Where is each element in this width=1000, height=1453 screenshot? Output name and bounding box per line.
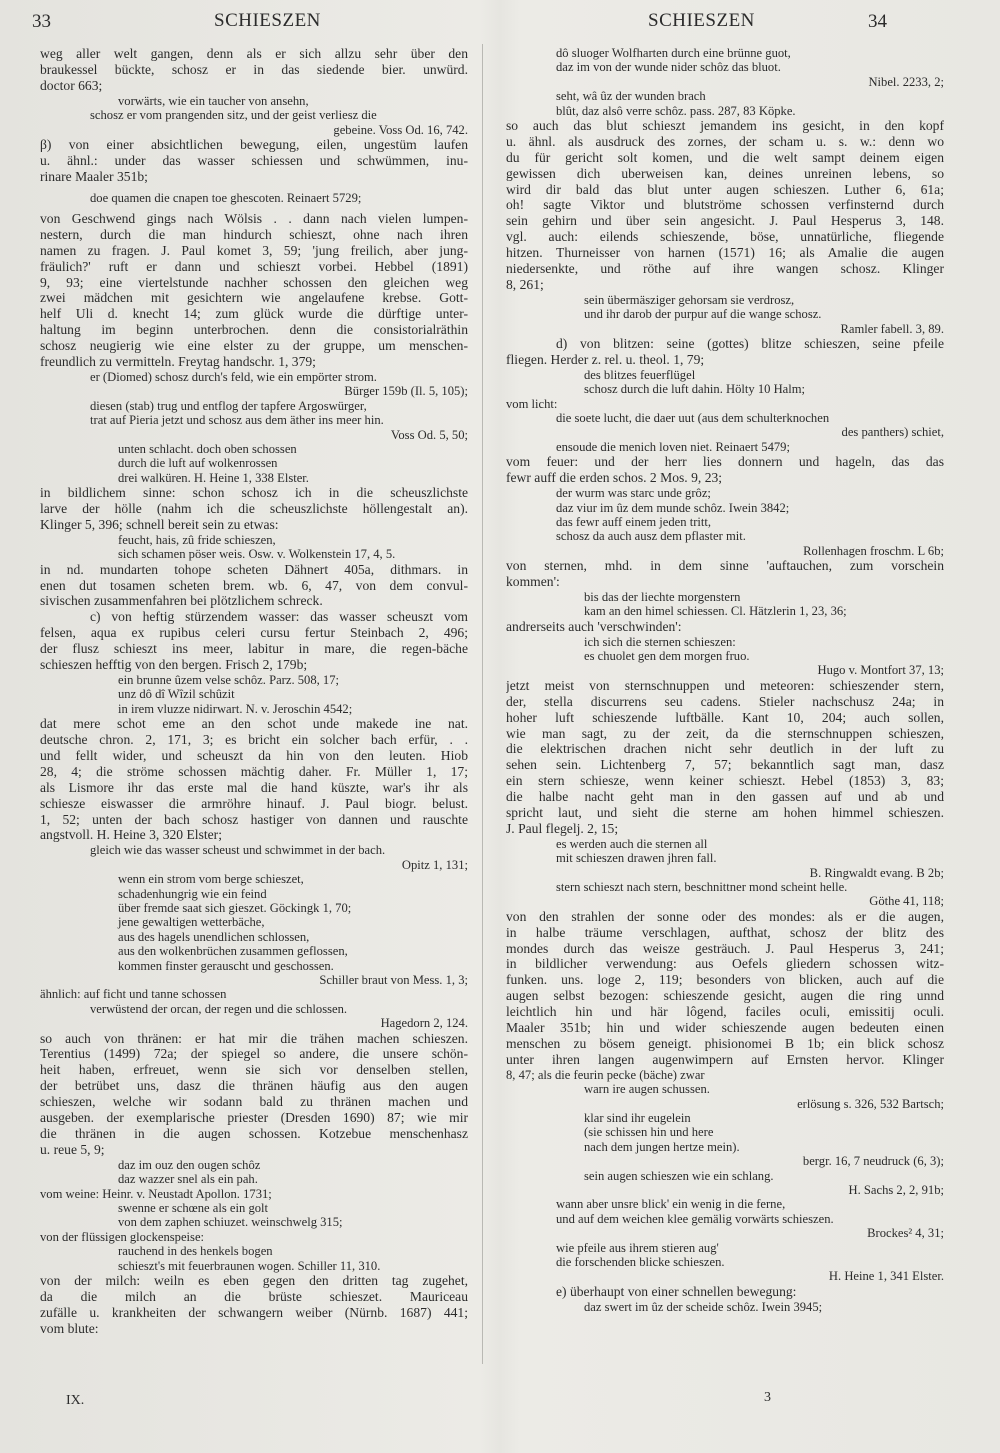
text-line: vom feuer: und der herr lies donnern und hageln, das das [506,454,944,470]
text-line: erlösung s. 326, 532 Bartsch; [797,1096,944,1111]
text-line: fewr auff die erden schos. 2 Mos. 9, 23; [506,470,723,486]
text-line: kommen': [506,574,560,590]
text-line: schosz neugierig wie eine elster zu der gruppe, um menschen- [40,338,468,354]
text-line: aus den wolkenbrüchen zusammen geflossen, [118,944,348,959]
text-line: Voss Od. 5, 50; [390,427,468,442]
text-line: Nibel. 2233, 2; [868,74,944,89]
text-line: angstvoll. H. Heine 3, 320 Elster; [40,827,222,843]
text-line: ähnlich: auf ficht und tanne schossen [40,987,227,1002]
text-line: spricht laut, und sieht die sterne am hohen himmel schieszen. [506,804,944,820]
text-line: leichtlich hin und här lôgend, faciles oculi, emissitij oculi. [506,1004,944,1020]
text-line: funken. uns. loge 2, 119; besonders von blicken, auch auf die [506,972,944,988]
left-running-title: SCHIESZEN [214,10,321,31]
text-line: schosz er vom prangenden sitz, und der geist verliesz die [90,108,377,123]
text-line: von sternen, mhd. in dem sinne 'auftauchen, zum vorschein [506,558,944,574]
text-line: und fellt wider, und scheuszt da hin von den leuten. Hiob [40,747,468,763]
text-line: sich schamen pöser weis. Osw. v. Wolkenstein 17, 4, 5. [118,547,396,562]
text-line: rauchend in des henkels bogen [118,1244,273,1259]
text-line: gebeine. Voss Od. 16, 742. [333,122,468,137]
text-line: Rollenhagen froschm. L 6b; [803,543,944,558]
text-line: freundlich zu vermitteln. Freytag handschr. 1, 379; [40,354,316,370]
text-line: jetzt meist von sternschnuppen und meteoren: schieszender stern, [506,677,944,693]
text-line: schieszen hefftig von den bergen. Frisch 2, 179b; [40,657,308,673]
text-line: Maaler 351b; hin und wider schieszende augen bedeuten einen [506,1020,944,1036]
text-line: doe quamen die cnapen toe ghescoten. Reinaert 5729; [90,190,362,205]
text-line: namen zu fragen. J. Paul komet 3, 59; 'jung freilich, aber jung- [40,242,468,258]
text-line: vom weine: Heinr. v. Neustadt Apollon. 1731; [40,1186,272,1201]
text-line: rinare Maaler 351b; [40,168,148,184]
text-line: diesen (stab) trug und entflog der tapfere Argoswürger, [90,398,367,413]
text-line: 1, 52; unten der bach schosz hastiger von dannen und rauschte [40,811,468,827]
text-line: so auch das blut schieszt jemandem ins gesicht, in den kopf [506,118,944,134]
text-line: da die milch an die brüste schieszet. Mauriceau [40,1288,468,1304]
text-line: als Lismore ihr das erste mal die hand küszte, war's ihr als [40,779,468,795]
text-line: Ramler fabell. 3, 89. [840,321,944,336]
text-line: daz wazzer snel als ein pah. [118,1172,258,1187]
text-line: vorwärts, wie ein taucher von ansehn, [118,93,309,108]
text-line: in bildlicher verwendung: aus Oefels gliedern schossen witz- [506,956,944,972]
text-line: von Geschwend gings nach Wölsis . . dann nach vielen lumpen- [40,211,468,226]
text-line: in halbe träume verschlagen, aufthat, schosz der blitz des [506,924,944,940]
text-line: e) überhaupt von einer schnellen bewegung: [556,1283,797,1299]
text-line: unz dô dî Wîzil schûzit [118,687,235,702]
text-line: Brockes² 4, 31; [867,1226,944,1241]
text-line: die forschenden blicke schieszen. [556,1255,725,1269]
text-line: daz im von der wunde nider schôz das bluot. [556,60,781,75]
text-line: augen selbst bezogen: schieszende gesicht, augen die ring unnd [506,988,944,1004]
text-line: schosz da auch ausz dem pflaster mit. [556,529,746,544]
text-line: helf Uli d. knecht 14; zum glück wurde die dürftige unter- [40,306,468,322]
left-column [40,46,468,1337]
text-line: β) von einer absichtlichen bewegung, eilen, ungestüm laufen [40,136,468,152]
text-line: deutsche chron. 2, 171, 3; es bricht ein solcher bach erfür, . . [40,732,468,748]
text-line: H. Heine 1, 341 Elster. [828,1269,944,1284]
text-line: Klinger 5, 396; schnell bereit sein zu etwas: [40,516,279,532]
text-line: von dem zaphen schiuzet. weinschwelg 315; [118,1215,343,1230]
text-line: sivischen zusammenfahren bei plötzlichem schreck. [40,593,323,609]
text-line: die soete lucht, die daer uut (aus dem schulterknochen [556,411,830,426]
text-line: seht, wâ ûz der wunden brach [556,89,706,104]
text-line: sein gehirn und über sein angesicht. J. Paul Hesperus 3, 148. [506,213,944,229]
text-line: der betrübet uns, dasz die thränen häufig aus den augen [40,1078,468,1094]
text-line: H. Sachs 2, 2, 91b; [848,1182,944,1197]
text-line: es werden auch die sternen all [556,836,708,851]
text-line: doctor 663; [40,77,103,93]
text-line: Bürger 159b (Il. 5, 105); [344,384,468,399]
text-line: wie pfeile aus ihrem stieren aug' [556,1240,719,1255]
text-line: gleich wie das wasser scheust und schwimmet in der bach. [90,843,386,858]
text-line: bis das der liechte morgenstern [584,589,741,604]
text-line: enen dut tosamen scheten brem. wb. 6, 47, von dem convul- [40,577,468,593]
text-line: klar sind ihr eugelein [584,1110,691,1125]
text-line: menschen zu bösem geneigt. phisionomei B 1b; ein blick schosz [506,1035,944,1051]
text-line: oh! sagte Viktor und blutströme schossen verfinsternd durch [506,197,944,213]
text-line: drei walküren. H. Heine 1, 338 Elster. [118,470,309,485]
text-line: daz viur im ûz dem munde schôz. Iwein 3842; [556,500,790,515]
text-line: der, stella discurrens seu cadens. Stieler nachschusz 24a; in [506,693,944,709]
text-line: ein brunne ûzem velse schôz. Parz. 508, 17; [118,672,340,687]
text-line: feucht, hais, zû fride schieszen, [118,532,276,547]
text-line: unten schlacht. doch oben schossen [118,441,297,456]
text-line: in irem vluzze nidirwart. N. v. Jeroschin 4542; [118,701,353,716]
text-line: wird dir bald das blut unter augen schieszen. Luther 6, 61a; [506,181,944,197]
text-line: schiesze eiswasser die armröhre hinauf. J. Paul biogr. belust. [40,795,468,811]
text-line: bergr. 16, 7 neudruck (6, 3); [802,1154,944,1169]
text-line: niedersenkte, und röthe auf ihre wangen schosz. Klinger [506,261,944,277]
text-line: aus des hagels unendlichen schlossen, [118,929,310,944]
text-line: u. ähnl. als ausdruck des zornes, der scham u. s. w.: denn wo [506,133,944,149]
text-line: von den strahlen der sonne oder des mondes: als er die augen, [506,908,944,924]
text-line: schosz durch die luft dahin. Hölty 10 Halm; [584,382,806,397]
text-line: so auch von thränen: er hat mir die trähen machen schieszen. [40,1030,468,1046]
text-line: braukessel bückte, schosz er in das siedende bier. unwürd. [40,61,468,77]
text-line: durch die luft auf wolkenrossen [118,456,278,471]
text-line: wann aber unsre blick' ein wenig in die ferne, [556,1197,786,1212]
text-line: larve der hölle (nahm ich die scheuszlichste höllengestalt an). [40,501,468,517]
text-line: zwei mädchen mit gesichtern wie angelaufene krebse. Gott- [40,290,468,306]
text-line: Hugo v. Montfort 37, 13; [817,663,944,678]
right-column [506,46,944,1314]
text-line: heit haben, erfreuet, wenn sie sich vor denselben stellen, [40,1062,468,1078]
text-line: J. Paul flegelj. 2, 15; [506,820,619,836]
text-line: nach dem jungen hertze mein). [584,1139,740,1154]
right-running-title: SCHIESZEN [648,10,755,31]
text-line: d) von blitzen: seine (gottes) blitze schieszen, seine pfeile [556,336,944,352]
text-line: des blitzes feuerflügel [584,367,696,382]
text-line: kommen finster gerauscht und geschossen. [118,958,334,973]
text-line: schieszt's mit feuerbraunen wogen. Schiller 11, 310. [118,1258,381,1273]
text-line: Hagedorn 2, 124. [380,1016,468,1031]
text-line: felsen, aqua ex rupibus celeri cursu fertur Steinbach 2, 496; [40,625,468,641]
text-line: sein augen schieszen wie ein schlang. [584,1168,774,1183]
text-line: von der milch: weiln es eben gegen den dritten tag zugehet, [40,1272,468,1288]
text-line: andrerseits auch 'verschwinden': [506,618,682,634]
text-line: trat auf Pieria jetzt und schosz aus dem äther ins meer hin. [90,413,384,428]
text-line: blût, daz alsô verre schôz. pass. 287, 83 Köpke. [556,103,796,118]
text-line: der flusz schieszt ins meer, labitur in mare, die regen-bäche [40,641,468,657]
text-line: die thränen in die augen schossen. Kotzebue menschenhasz [40,1125,468,1141]
text-line: wie man sagt, zu der zeit, da die sternschnuppen schieszen, [506,725,944,741]
text-line: kam an den himel schiessen. Cl. Hätzlerin 1, 23, 36; [584,604,847,619]
text-line: u. reue 5, 9; [40,1141,105,1157]
text-line: in bildlichem sinne: schon schosz ich in die scheuszlichste [40,485,468,501]
text-line: mit schieszen drawen jhren fall. [556,851,717,866]
text-line: dat mere schot eme an den schot unde makede ine nat. [40,716,468,732]
column-divider [482,44,483,1364]
text-line: von der flüssigen glockenspeise: [40,1229,205,1244]
text-line: daz swert im ûz der scheide schôz. Iwein 3945; [584,1299,823,1314]
text-line: verwüstend der orcan, der regen und die schlossen. [90,1001,348,1016]
text-line: die elektrischen drachen nicht sehr deutlich in der luft zu [506,741,944,757]
text-line: fräulich?' ruft er dann und schieszt vorbei. Hebbel (1891) [40,258,468,274]
text-line: vom licht: [506,396,558,411]
text-line: vom blute: [40,1320,99,1336]
text-line: des panthers) schiet, [841,425,944,440]
text-line: vgl. auch: eilends schieszende, böse, unnatürliche, fliegende [506,229,944,245]
text-line: weg aller welt gangen, denn als er sich allzu sehr über den [40,46,468,61]
text-line: sehen sein. Lichtenberg 7, 57; bekanntlich sagt man, dasz [506,757,944,773]
text-line: gewissen dich uberweisen kan, deines unreinen lebens, so [506,165,944,181]
text-line: swenne er schœne als ein golt [118,1200,269,1215]
text-line: wenn ein strom vom berge schieszet, [118,872,304,887]
text-line: er (Diomed) schosz durch's feld, wie ein empörter strom. [90,369,377,384]
text-line: zufälle u. krankheiten der schwangern weiber (Nürnb. 1687) 441; [40,1304,468,1320]
text-line: ich sich die sternen schieszen: [584,634,736,649]
text-line: 8, 47; als die feurin pecke (bäche) zwar [506,1067,705,1082]
text-line: Göthe 41, 118; [869,894,944,909]
text-line: daz im ouz den ougen schôz [118,1157,261,1172]
text-line: ensoude die menich loven niet. Reinaert 5479; [556,439,790,454]
text-line: das fewr auff einem jeden tritt, [556,514,712,529]
text-line: schadenhungrig wie ein feind [118,886,267,901]
text-line: jene gewaltigen wetterbäche, [118,915,265,930]
text-line: 28, 4; die ströme schossen mächtig daher. Fr. Müller 1, 17; [40,763,468,779]
text-line: stern schieszt nach stern, beschnittner mond scheint helle. [556,880,848,894]
text-line: unter ihren langen augenwimpern auf Ernsten hervor. Klinger [506,1051,944,1067]
text-line: fliegen. Herder z. rel. u. theol. 1, 79; [506,351,705,367]
signature-number: 3 [764,1390,771,1405]
text-line: 9, 93; eine viertelstunde nachher schossen den gleichen weg [40,274,468,290]
text-line: hitzen. Thurneisser von harnen (1571) 16; als Amalie die augen [506,245,944,261]
text-line: schieszen, welche wir sodann bald zu thränen machen und [40,1094,468,1110]
text-line: Opitz 1, 131; [401,857,468,872]
text-line: ein stern schiesze, wenn keiner schieszt. Hebel (1853) 3, 83; [506,773,944,789]
text-line: u. ähnl.: under das wasser schiessen und schwümmen, inu- [40,152,468,168]
text-line: B. Ringwaldt evang. B 2b; [809,865,944,880]
text-line: dô sluoger Wolfharten durch eine brünne guot, [556,46,791,60]
text-line: und auf dem weichen klee gemälig vorwärts schieszen. [556,1211,834,1226]
text-line: c) von heftig stürzendem wasser: das wasser scheuszt vom [90,609,468,625]
left-page-number: 33 [32,11,51,32]
text-line: (sie schissen hin und here [584,1125,714,1140]
text-line: ausgeben. der exemplarische priester (Dresden 1690) 87; wie mir [40,1110,468,1126]
text-line: Terentius (1499) 72a; der spiegel so andere, die unsere schön- [40,1046,468,1062]
text-line: in nd. mundarten tohope scheten Dähnert 405a, dithmars. in [40,561,468,577]
text-line: Schiller braut von Mess. 1, 3; [319,972,468,987]
text-line: über fremde saat sich gieszet. Göckingk 1, 70; [118,900,352,915]
text-line: und ihr darob der purpur auf die wange schosz. [584,307,822,322]
text-line: es chuolet gen dem morgen fruo. [584,649,750,664]
text-line: du für gericht solt komen, und die welt sampt deinem eigen [506,149,944,165]
text-line: sein übermäsziger gehorsam sie verdrosz, [584,292,795,307]
text-line: mondes durch das weisze gesträuch. J. Paul Hesperus 3, 241; [506,940,944,956]
text-line: hoher luft schieszende luftbälle. Kant 10, 204; auch sollen, [506,709,944,725]
text-line: die halbe nacht geht man in den gassen auf und ab und [506,789,944,805]
right-page-number: 34 [868,11,887,32]
text-line: warn ire augen schussen. [584,1082,710,1097]
text-line: haltung im beginn unterbrochen. denn die consistorialräthin [40,322,468,338]
text-line: nestern, durch die man hindurch schieszt, ohne nach ihren [40,226,468,242]
text-line: der wurm was starc unde grôz; [556,486,711,501]
signature-mark: IX. [66,1393,85,1408]
text-line: 8, 261; [506,276,544,292]
